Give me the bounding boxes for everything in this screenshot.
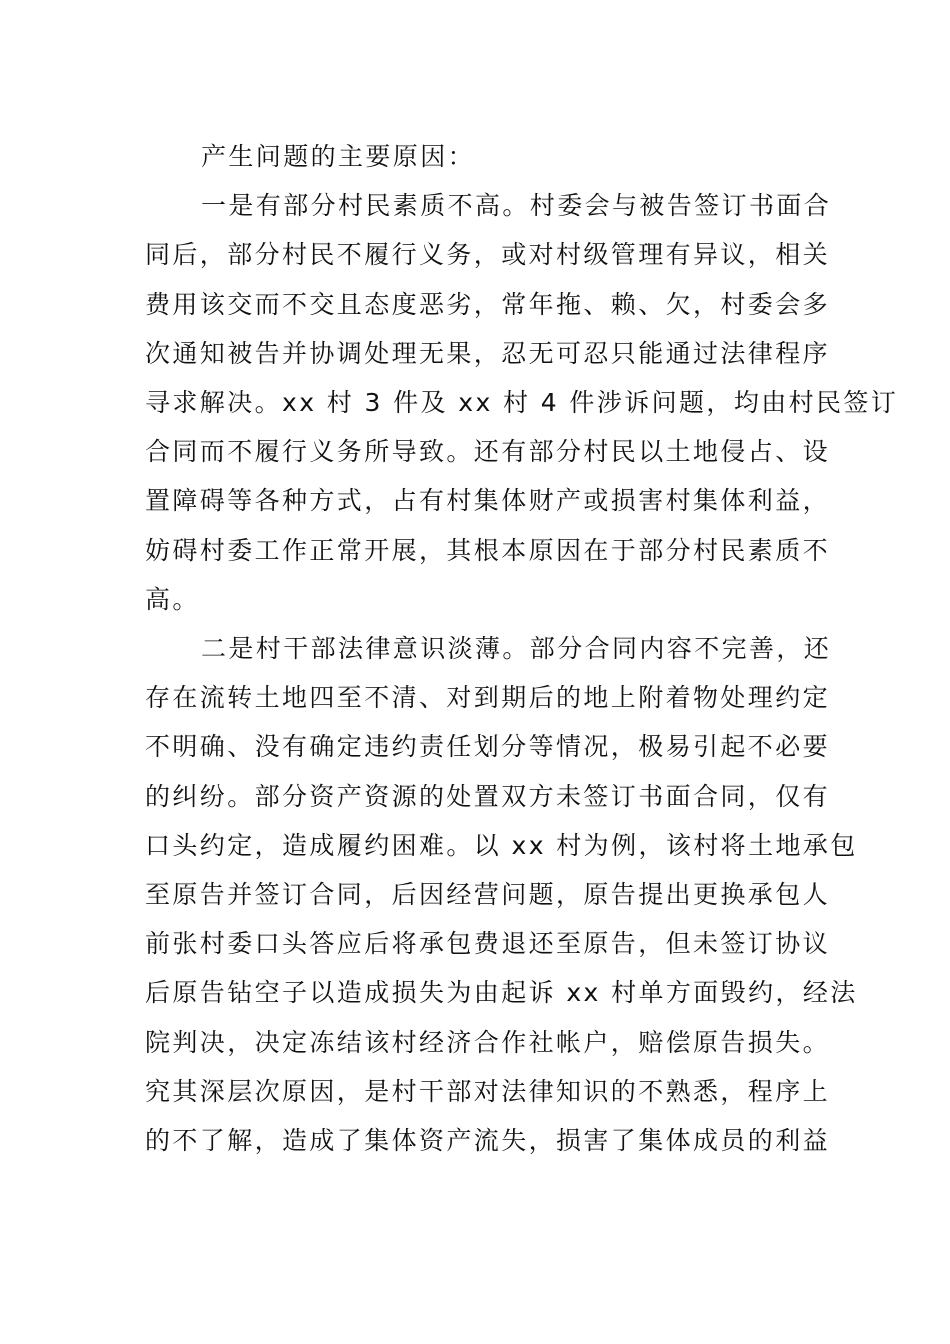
paragraph-line: 同后，部分村民不履行义务，或对村级管理有异议，相关 — [145, 240, 831, 270]
paragraph-line: 院判决，决定冻结该村经济合作社帐户，赔偿原告损失。 — [145, 1027, 831, 1057]
paragraph-line: 次通知被告并协调处理无果，忍无可忍只能通过法律程序 — [145, 338, 831, 368]
paragraph-two — [145, 624, 858, 1165]
paragraph-line: 妨碍村委工作正常开展，其根本原因在于部分村民素质不 — [145, 535, 831, 565]
paragraph-line: 究其深层次原因，是村干部对法律知识的不熟悉，程序上 — [145, 1076, 831, 1106]
paragraph-line: 置障碍等各种方式，占有村集体财产或损害村集体利益， — [145, 486, 831, 516]
paragraph-line: 费用该交而不交且态度恶劣，常年拖、赖、欠，村委会多 — [145, 289, 831, 319]
paragraph-line: 不明确、没有确定违约责任划分等情况，极易引起不必要 — [145, 732, 831, 762]
paragraph-line: 存在流转土地四至不清、对到期后的地上附着物处理约定 — [145, 683, 831, 713]
paragraph-line: 后原告钻空子以造成损失为由起诉 xx 村单方面毁约，经法 — [145, 978, 858, 1008]
paragraph-line: 寻求解决。xx 村 3 件及 xx 村 4 件涉诉问题，均由村民签订 — [145, 388, 899, 418]
heading-line: 产生问题的主要原因： — [201, 142, 476, 171]
paragraph-line: 合同而不履行义务所导致。还有部分村民以土地侵占、设 — [145, 437, 831, 467]
section-heading — [145, 132, 805, 181]
paragraph-line: 高。 — [145, 584, 200, 614]
paragraph-line: 口头约定，造成履约困难。以 xx 村为例，该村将土地承包 — [145, 830, 858, 860]
paragraph-line: 至原告并签订合同，后因经营问题，原告提出更换承包人 — [145, 880, 831, 910]
paragraph-line: 一是有部分村民素质不高。村委会与被告签订书面合 — [201, 191, 832, 221]
paragraph-one — [145, 181, 899, 624]
paragraph-line: 二是村干部法律意识淡薄。部分合同内容不完善，还 — [201, 634, 832, 664]
paragraph-line: 的不了解，造成了集体资产流失，损害了集体成员的利益 — [145, 1126, 831, 1156]
paragraph-line: 前张村委口头答应后将承包费退还至原告，但未签订协议 — [145, 929, 831, 959]
document-body — [145, 132, 899, 1165]
paragraph-line: 的纠纷。部分资产资源的处置双方未签订书面合同，仅有 — [145, 781, 831, 811]
